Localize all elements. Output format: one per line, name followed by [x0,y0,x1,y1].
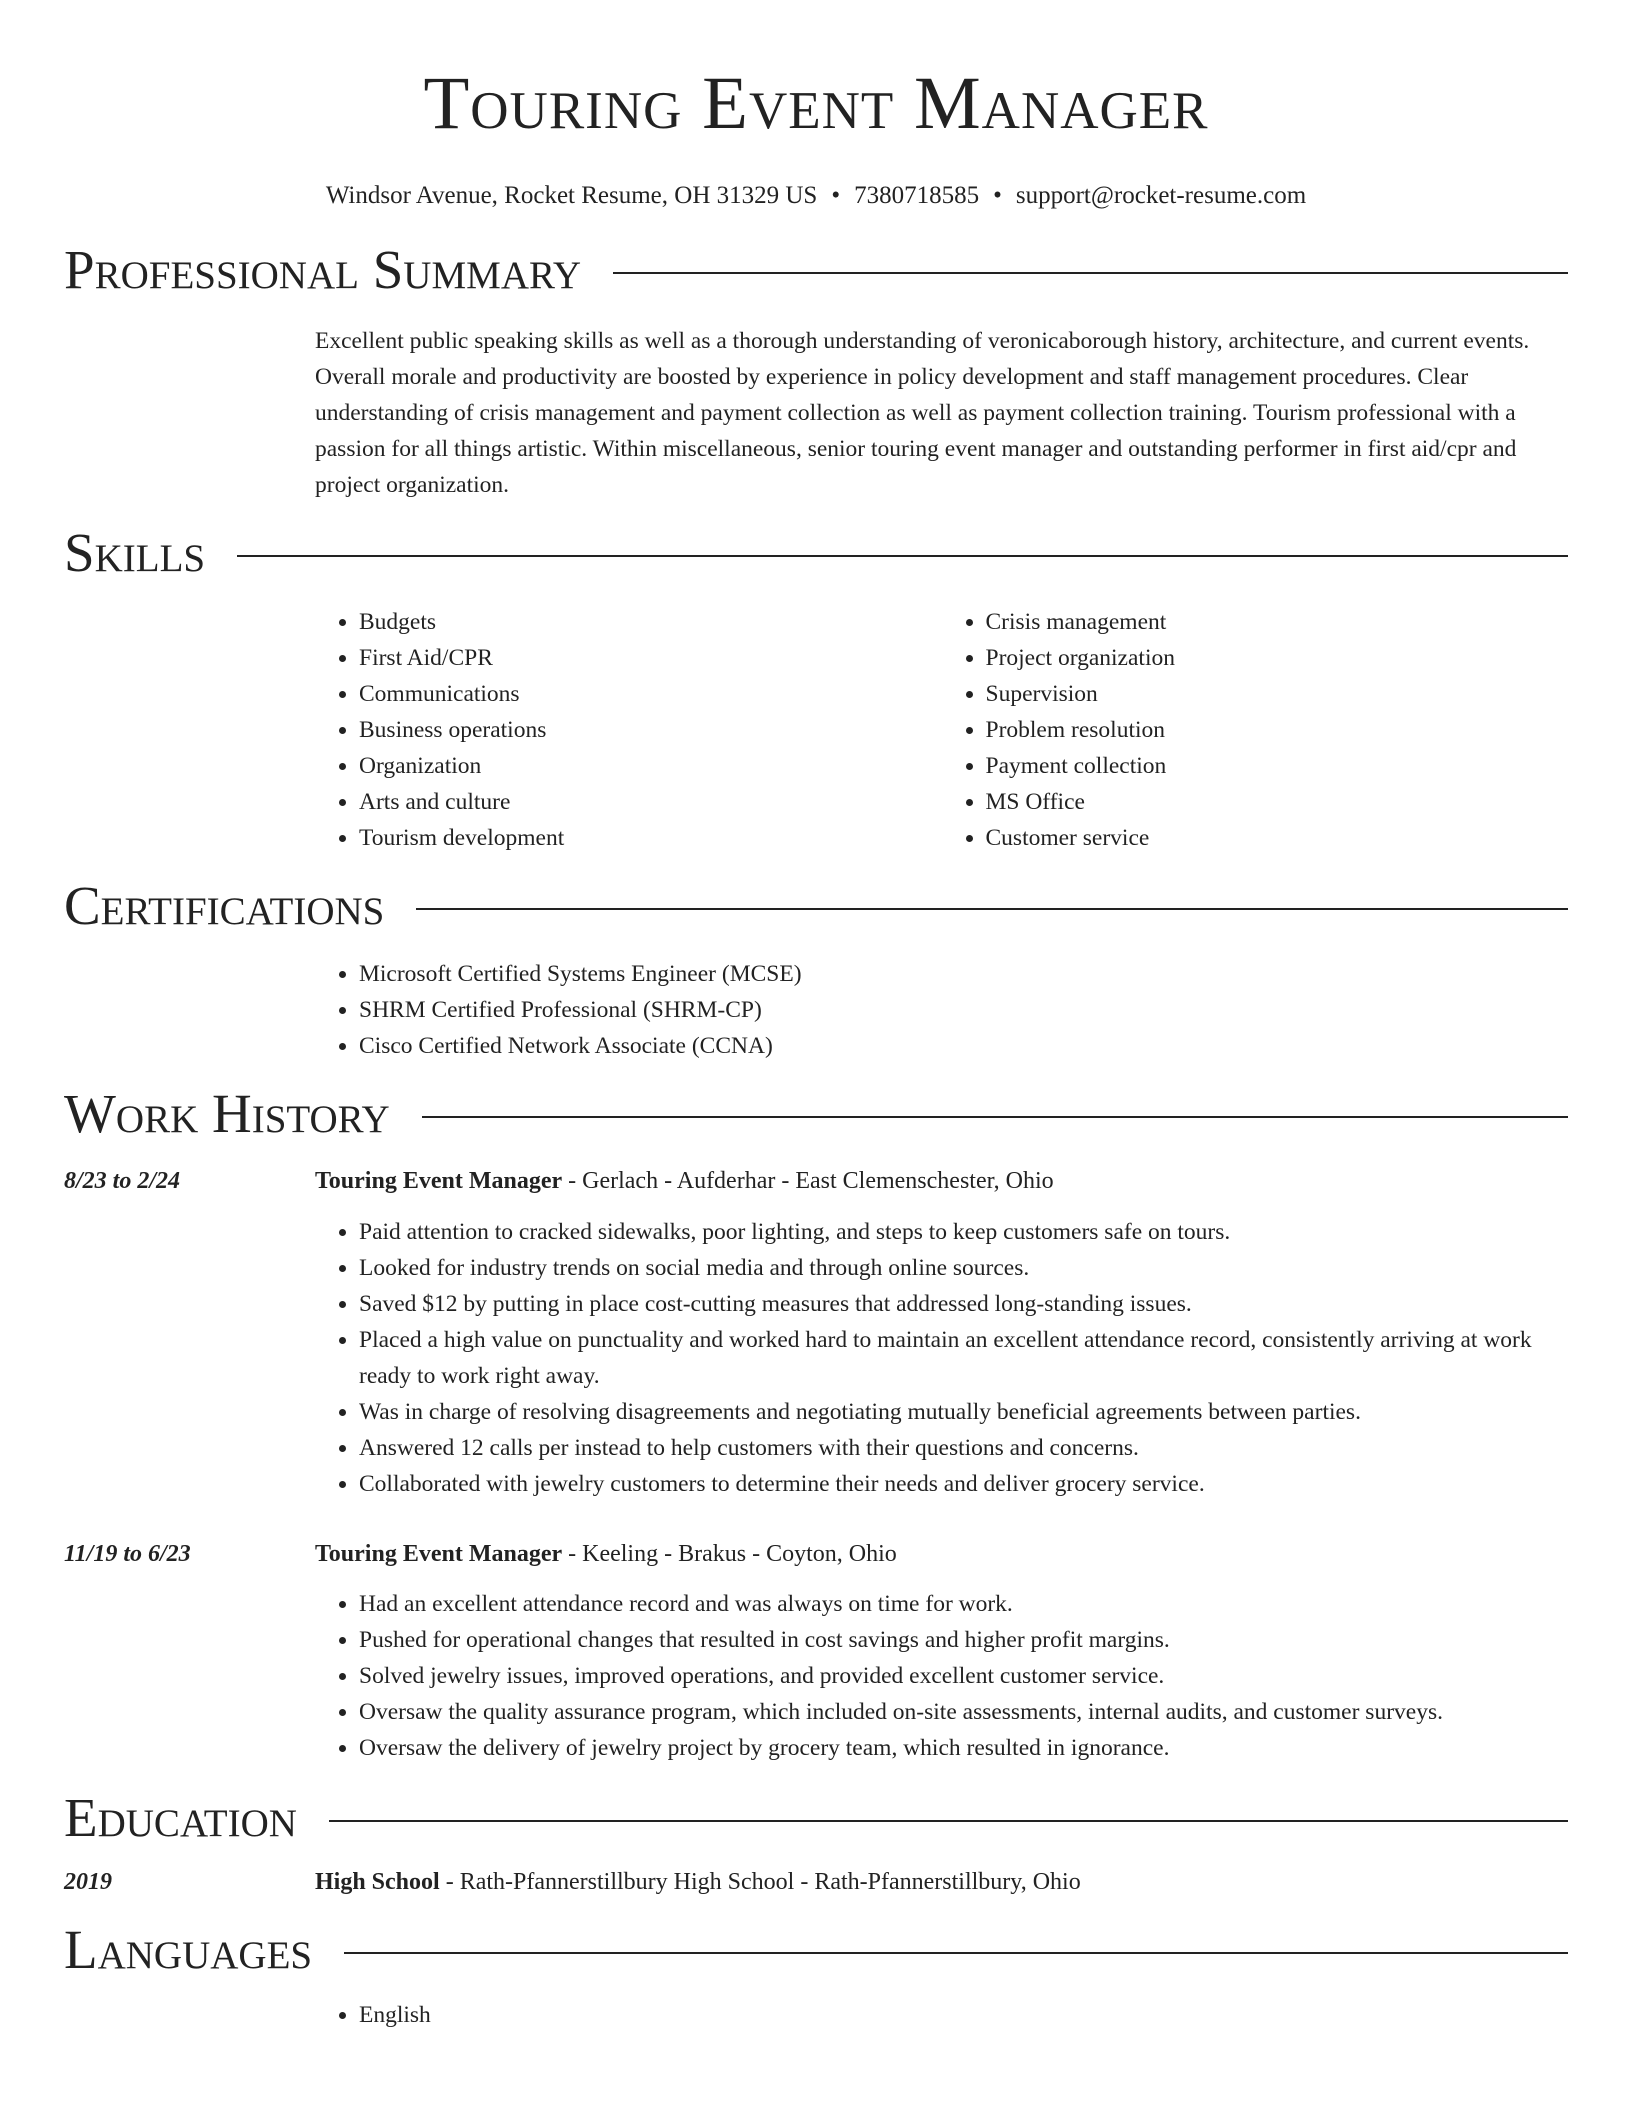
job-bullet: • Answered 12 calls per instead to help customers with their questions and concerns. [359,1430,1568,1466]
certifications-list-wrap [315,956,1568,1064]
section-header [64,1788,1568,1848]
skill-item: • Project organization [986,640,1569,676]
skill-item: • Business operations [359,712,942,748]
contact-separator: • [831,182,841,209]
languages-section [64,1920,1568,2033]
education-section [64,1788,1568,1900]
summary-section [64,240,1568,503]
skill-item: • Customer service [986,820,1569,856]
skill-item: • Supervision [986,676,1569,712]
education-degree: High School [315,1869,440,1895]
job-bullet: • Placed a high value on punctuality and worked hard to maintain an excellent attendance record, consistently arriving at work ready to work right away. [359,1322,1568,1394]
section-divider [329,1820,1568,1822]
certification-item: • Microsoft Certified Systems Engineer (MCSE) [359,956,1568,992]
section-header [64,240,1568,300]
job-details: - Keeling - Brakus - Coyton, Ohio [562,1541,897,1567]
contact-phone: 7380718585 [854,182,980,209]
section-header [64,523,1568,583]
job-bullets [315,1214,1568,1502]
section-title: Skills [64,522,206,583]
certification-item: • Cisco Certified Network Associate (CCNA) [359,1028,1568,1064]
section-header [64,1084,1568,1144]
job-bullet: • Looked for industry trends on social media and through online sources. [359,1250,1568,1286]
contact-separator: • [993,182,1002,209]
job-bullet: • Solved jewelry issues, improved operations, and provided excellent customer service. [359,1658,1568,1694]
skill-item: • MS Office [986,784,1569,820]
job-bullet: • Paid attention to cracked sidewalks, poor lighting, and steps to keep customers safe on tours. [359,1214,1568,1250]
skill-item: • Arts and culture [359,784,942,820]
skill-item: • Tourism development [359,820,942,856]
section-divider [422,1116,1568,1118]
skills-grid [315,604,1568,856]
languages-list-wrap [315,1997,1568,2033]
job-entry [64,1163,1568,1502]
job-details: - Gerlach - Aufderhar - East Clemenschester, Ohio [562,1168,1054,1194]
job-bullet: • Pushed for operational changes that resulted in cost savings and higher profit margins. [359,1622,1568,1658]
contact-email: support@rocket-resume.com [1015,182,1307,209]
section-title: Languages [64,1919,313,1980]
job-bullets [315,1586,1568,1766]
education-entry [64,1864,1568,1900]
education-line [315,1864,1568,1900]
job-bullet: • Oversaw the quality assurance program, which included on-site assessments, internal audits, and customer surveys. [359,1694,1568,1730]
contact-address: Windsor Avenue, Rocket Resume, OH 31329 US [325,182,818,209]
skill-item: • Payment collection [986,748,1569,784]
languages-list [315,1997,1568,2033]
job-bullet: • Oversaw the delivery of jewelry project by grocery team, which resulted in ignorance. [359,1730,1568,1766]
section-title: Certifications [64,875,385,936]
language-item: • English [359,1997,1568,2033]
skill-item: • Crisis management [986,604,1569,640]
certifications-section [64,876,1568,1064]
section-divider [237,555,1568,557]
job-entry [64,1536,1568,1766]
section-header [64,1920,1568,1980]
section-title: Professional Summary [64,239,582,300]
job-dates: 11/19 to 6/23 [64,1541,191,1567]
skill-item: • Problem resolution [986,712,1569,748]
skill-item: • First Aid/CPR [359,640,942,676]
certification-item: • SHRM Certified Professional (SHRM-CP) [359,992,1568,1028]
skill-item: • Organization [359,748,942,784]
certifications-list [315,956,1568,1064]
job-dates: 8/23 to 2/24 [64,1168,181,1194]
skills-list-left [315,604,942,856]
job-bullets-wrap [315,1586,1568,1766]
skills-list-right [942,604,1569,856]
job-bullet: • Was in charge of resolving disagreements and negotiating mutually beneficial agreements between parties. [359,1394,1568,1430]
section-title: Work History [64,1083,390,1144]
education-details: - Rath-Pfannerstillbury High School - Rath-Pfannerstillbury, Ohio [439,1869,1081,1895]
summary-text: Excellent public speaking skills as well as a thorough understanding of veronicaborough history, architecture, and current events. Overall morale and productivity are boosted by experience in policy development and staff management procedures. Clear understanding of crisis management and payment collection as well as payment collection training. Tourism professional with a passion for all things artistic. Within miscellaneous, senior touring event manager and outstanding performer in first aid/cpr and project organization. [315,328,1530,498]
section-divider [416,908,1568,910]
work-history-section [64,1084,1568,1766]
job-title-line [315,1163,1568,1199]
job-heading [64,1163,1568,1199]
skill-item: • Budgets [359,604,942,640]
section-divider [344,1952,1568,1954]
skills-section [64,523,1568,856]
resume-header [0,0,1632,212]
section-title: Education [64,1787,297,1848]
education-year: 2019 [64,1869,112,1895]
skill-item: • Communications [359,676,942,712]
job-title-line [315,1536,1568,1572]
candidate-name: Touring Event Manager [423,62,1209,145]
job-bullet: • Had an excellent attendance record and was always on time for work. [359,1586,1568,1622]
job-heading [64,1536,1568,1572]
job-bullet: • Saved $12 by putting in place cost-cutting measures that addressed long-standing issues. [359,1286,1568,1322]
job-bullet: • Collaborated with jewelry customers to determine their needs and deliver grocery service. [359,1466,1568,1502]
job-bullets-wrap [315,1214,1568,1502]
job-role: Touring Event Manager [315,1168,563,1194]
section-divider [613,272,1568,274]
job-role: Touring Event Manager [315,1541,563,1567]
contact-line [0,180,1632,212]
section-header [64,876,1568,936]
